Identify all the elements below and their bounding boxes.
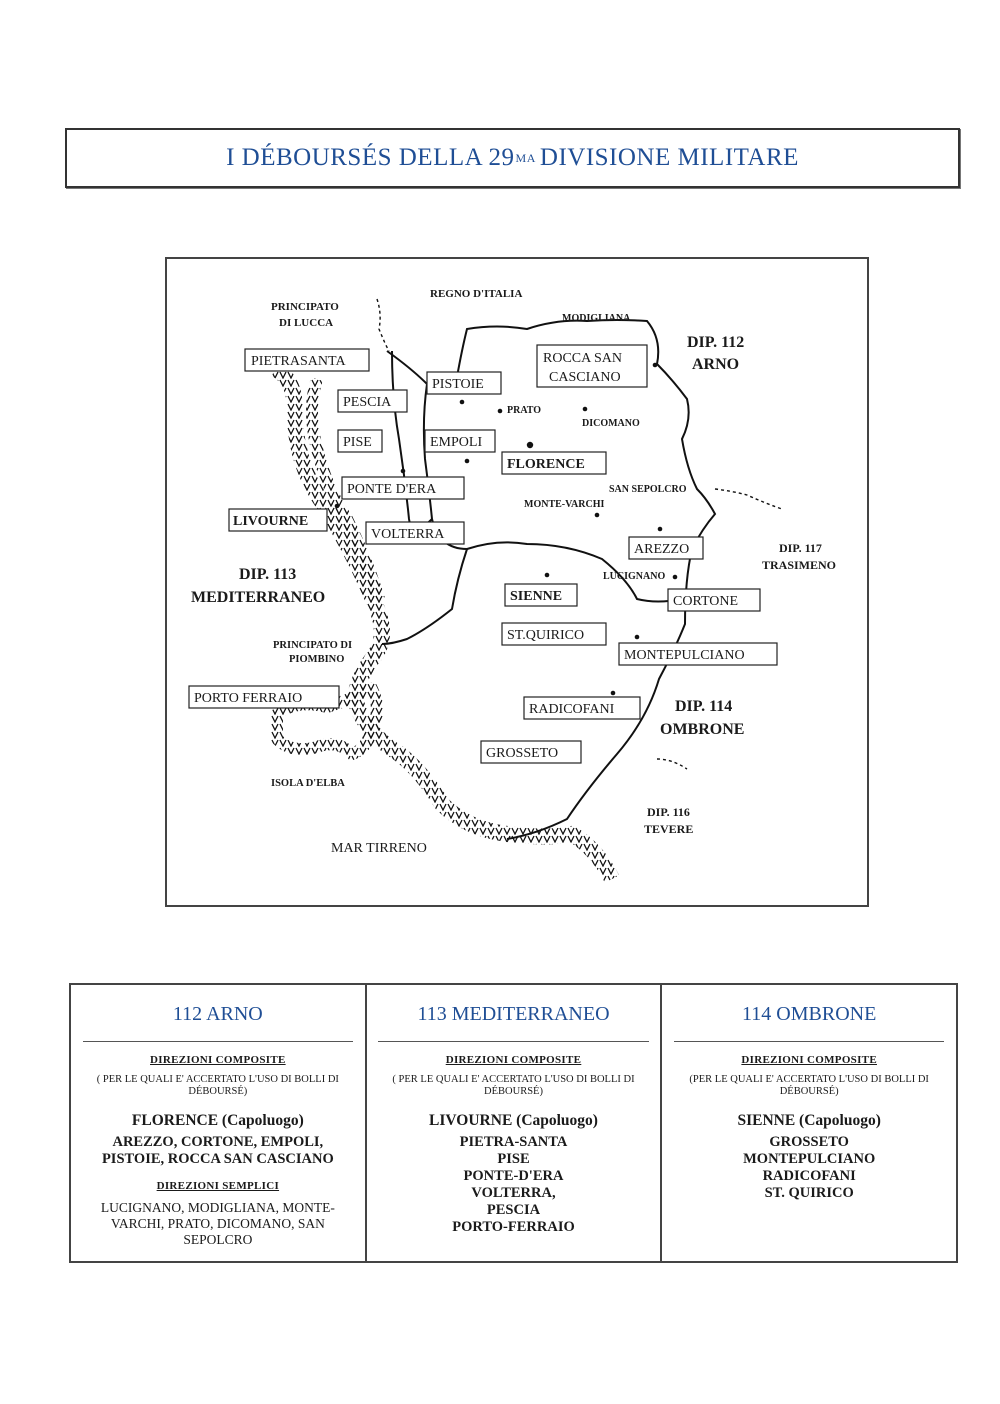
column-mediterraneo xyxy=(367,985,663,1261)
map-label-dip114-1: DIP. 114 xyxy=(675,698,733,715)
town: VOLTERRA, xyxy=(471,1185,556,1201)
column-header: 113 MEDITERRANEO xyxy=(378,1003,648,1042)
map-box-montepulciano xyxy=(619,643,777,665)
map-label-principato-lucca-1: PRINCIPATO xyxy=(271,301,339,313)
map-label-dip113-2: MEDITERRANEO xyxy=(191,589,326,606)
map-label-monte-varchi: MONTE-VARCHI xyxy=(524,499,605,510)
map-box-livourne xyxy=(229,509,327,531)
town: PISE xyxy=(497,1151,530,1167)
map-box-grosseto xyxy=(481,741,581,763)
svg-text:PESCIA: PESCIA xyxy=(343,395,392,410)
map-box-ponte-era xyxy=(342,477,464,499)
town: GROSSETO xyxy=(769,1134,849,1150)
map-label-dip114-2: OMBRONE xyxy=(660,721,745,738)
map-label-regno: REGNO D'ITALIA xyxy=(430,288,523,300)
map-label-modigliana: MODIGLIANA xyxy=(562,313,631,324)
svg-text:GROSSETO: GROSSETO xyxy=(486,746,559,761)
map-box-pietrasanta xyxy=(245,349,369,371)
map-box-porto-ferraio xyxy=(189,686,339,708)
map-label-principato-lucca-2: DI LUCCA xyxy=(279,317,334,329)
map-label-dip112-2: ARNO xyxy=(692,356,740,373)
svg-text:ROCCA SAN: ROCCA SAN xyxy=(543,351,622,366)
town: PORTO-FERRAIO xyxy=(452,1219,575,1235)
svg-text:MONTEPULCIANO: MONTEPULCIANO xyxy=(624,648,745,663)
title-superscript: MA xyxy=(515,150,536,165)
town: MONTEPULCIANO xyxy=(743,1151,876,1167)
map-box-radicofani xyxy=(524,697,640,719)
map-box-pise xyxy=(338,430,382,452)
composite-towns xyxy=(671,1134,947,1202)
composite-towns: AREZZO, CORTONE, EMPOLI, PISTOIE, ROCCA SAN CASCIANO xyxy=(101,1134,334,1167)
svg-text:PORTO FERRAIO: PORTO FERRAIO xyxy=(194,691,303,706)
map-label-mar-tirreno: MAR TIRRENO xyxy=(331,841,427,856)
map-label-lucignano: LUCIGNANO xyxy=(603,571,666,582)
note: (PER LE QUALI E' ACCERTATO L'USO DI BOLLI DI DÉBOURSÉ) xyxy=(689,1074,929,1097)
map-label-dip112-1: DIP. 112 xyxy=(687,334,745,351)
svg-text:PISTOIE: PISTOIE xyxy=(432,377,484,392)
note: ( PER LE QUALI E' ACCERTATO L'USO DI BOLLI DI DÉBOURSÉ) xyxy=(392,1074,635,1097)
note: ( PER LE QUALI E' ACCERTATO L'USO DI BOLLI DI DÉBOURSÉ) xyxy=(96,1074,339,1097)
svg-text:FLORENCE: FLORENCE xyxy=(507,457,585,472)
map-label-principato-piombino-1: PRINCIPATO DI xyxy=(273,640,353,651)
map-box-empoli xyxy=(425,430,495,452)
page-title xyxy=(65,128,960,188)
map-box-rocca xyxy=(537,345,647,387)
map-box-cortone xyxy=(668,589,760,611)
svg-text:PIETRASANTA: PIETRASANTA xyxy=(251,354,346,369)
column-ombrone xyxy=(662,985,956,1261)
map-box-sienne xyxy=(505,584,577,606)
svg-text:VOLTERRA: VOLTERRA xyxy=(371,527,445,542)
composite-label: DIREZIONI COMPOSITE xyxy=(150,1054,286,1066)
simple-towns: LUCIGNANO, MODIGLIANA, MONTE-VARCHI, PRATO, DICOMANO, SAN SEPOLCRO xyxy=(100,1200,335,1247)
map-label-dip116-2: TEVERE xyxy=(644,822,694,836)
svg-text:EMPOLI: EMPOLI xyxy=(430,435,483,450)
capital: FLORENCE (Capoluogo) xyxy=(131,1112,304,1129)
directions-table xyxy=(69,983,958,1263)
capital: LIVOURNE (Capoluogo) xyxy=(429,1112,598,1129)
map-box-pescia xyxy=(338,390,407,412)
title-rest: DIVISIONE MILITARE xyxy=(539,144,799,171)
map-canvas xyxy=(167,259,867,905)
map-box-st-quirico xyxy=(502,623,606,645)
map-label-dip116-1: DIP. 116 xyxy=(647,805,690,819)
svg-text:LIVOURNE: LIVOURNE xyxy=(233,514,309,529)
column-header: 114 OMBRONE xyxy=(674,1003,944,1042)
map-label-dip113-1: DIP. 113 xyxy=(239,566,297,583)
map-label-dip117-1: DIP. 117 xyxy=(779,541,822,555)
town: PONTE-D'ERA xyxy=(463,1168,564,1184)
svg-text:PISE: PISE xyxy=(343,435,372,450)
map-box-pistoie xyxy=(427,372,501,394)
svg-text:PONTE D'ERA: PONTE D'ERA xyxy=(347,482,437,497)
column-arno xyxy=(71,985,367,1261)
map-label-san-sepolcro: SAN SEPOLCRO xyxy=(609,484,687,495)
map-frame xyxy=(165,257,869,907)
composite-towns xyxy=(375,1134,651,1236)
capital: SIENNE (Capoluogo) xyxy=(737,1112,881,1129)
svg-text:CORTONE: CORTONE xyxy=(673,594,739,609)
map-box-arezzo xyxy=(629,537,703,559)
map-label-isola-elba: ISOLA D'ELBA xyxy=(271,778,345,789)
map-label-principato-piombino-2: PIOMBINO xyxy=(289,654,345,665)
map-label-dicomano: DICOMANO xyxy=(582,418,640,429)
svg-text:CASCIANO: CASCIANO xyxy=(549,370,621,385)
simple-label: DIREZIONI SEMPLICI xyxy=(156,1180,280,1192)
town: RADICOFANI xyxy=(762,1168,856,1184)
svg-text:SIENNE: SIENNE xyxy=(510,589,563,604)
map-label-dip117-2: TRASIMENO xyxy=(762,558,837,572)
svg-text:RADICOFANI: RADICOFANI xyxy=(529,702,615,717)
town: PIETRA-SANTA xyxy=(459,1134,568,1150)
svg-text:AREZZO: AREZZO xyxy=(634,542,690,557)
town: ST. QUIRICO xyxy=(764,1185,854,1201)
column-header: 112 ARNO xyxy=(83,1003,353,1042)
composite-label: DIREZIONI COMPOSITE xyxy=(445,1054,582,1066)
composite-label: DIREZIONI COMPOSITE xyxy=(741,1054,877,1066)
map-box-volterra xyxy=(366,522,464,544)
map-label-prato: PRATO xyxy=(507,405,542,416)
map-box-florence xyxy=(502,452,606,474)
svg-text:ST.QUIRICO: ST.QUIRICO xyxy=(507,628,585,643)
town: PESCIA xyxy=(486,1202,541,1218)
title-main: I DÉBOURSÉS DELLA 29 xyxy=(226,144,515,171)
